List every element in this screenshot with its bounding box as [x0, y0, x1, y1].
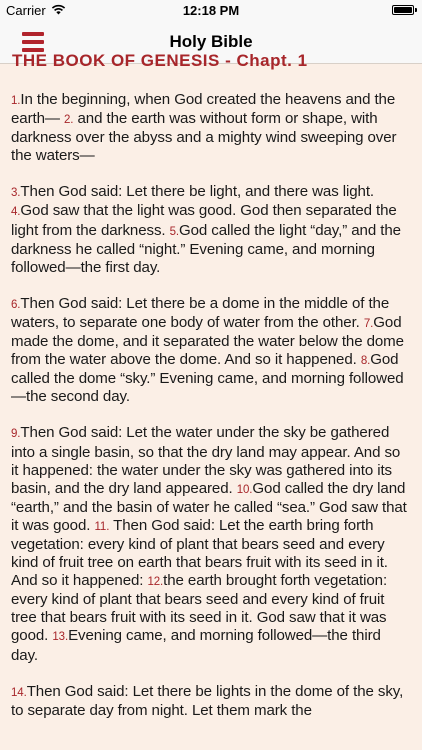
battery-tip: [415, 8, 417, 12]
verse-text: Evening came, and morning followed—the third day.: [11, 627, 381, 664]
verse-text: God saw that the light was good. God then separated the light from the darkness.: [11, 202, 397, 239]
verse-text: God called the light “day,” and the darkness he called “night.” Evening came, and morning followed—the first day.: [11, 221, 401, 276]
status-time: 12:18 PM: [182, 3, 240, 18]
verse-number: 7.: [363, 317, 374, 330]
battery-level: [394, 7, 412, 13]
verse-text: Then God said: Let there be lights in the dome of the sky, to separate day from night. Let them mark the: [11, 682, 404, 719]
verse-number: 4.: [11, 206, 21, 219]
verse-text: God called the dome “sky.” Evening came, and morning followed—the second day.: [11, 351, 404, 406]
verse-text: God called the dry land “earth,” and the basin of water he called “sea.” God saw that it was good.: [11, 479, 407, 534]
verse-number: 14.: [11, 686, 27, 699]
verse-number: 11.: [94, 520, 110, 533]
verse-text: the earth brought forth vegetation: every kind of plant that bears seed and every kind of fruit tree that bears fruit with its seed in it. God saw that it was good.: [11, 572, 388, 645]
verse-number: 13.: [52, 631, 69, 644]
status-bar: [0, 0, 422, 20]
verse-number: 2.: [64, 114, 74, 127]
verse-text: Then God said: Let there be a dome in the middle of the waters, to separate one body of water from the other.: [11, 294, 390, 331]
verse-paragraph: [11, 91, 411, 165]
verse-number: 8.: [360, 355, 371, 368]
verse-paragraph: [11, 183, 411, 276]
verse-paragraphs: [11, 91, 411, 738]
book-heading: THE BOOK OF GENESIS - Chapt. 1: [12, 51, 308, 70]
verse-paragraph: [11, 295, 411, 407]
verse-paragraph: [11, 424, 411, 664]
carrier-label: Carrier: [6, 3, 46, 18]
verse-text: Then God said: Let there be light, and there was light.: [20, 183, 375, 201]
verse-text: In the beginning, when God created the heavens and the earth—: [11, 91, 396, 128]
verse-paragraph: [11, 683, 411, 720]
chapter-content[interactable]: [0, 51, 422, 750]
verse-number: 3.: [11, 187, 21, 200]
nav-title: Holy Bible: [169, 32, 253, 51]
verse-number: 10.: [236, 483, 253, 496]
verse-number: 9.: [11, 428, 21, 441]
verse-number: 5.: [169, 225, 179, 238]
battery-icon: [392, 5, 414, 15]
verse-number: 6.: [11, 298, 21, 311]
verse-text: God made the dome, and it separated the water below the dome from the water above the dome. And so it happened.: [11, 313, 404, 369]
verse-text: and the earth was without form or shape, with darkness over the abyss and a mighty wind sweeping over the waters—: [11, 110, 397, 165]
verse-number: 1.: [11, 95, 21, 107]
verse-number: 12.: [147, 576, 164, 589]
verse-text: Then God said: Let the water under the sky be gathered into a single basin, so that the dry land may appear. And so it happened: the water under the sky was gathered into its basin, and the dry land appeared.: [11, 424, 401, 497]
verse-text: Then God said: Let the earth bring forth vegetation: every kind of plant that bears seed and every kind of fruit tree on earth that bears fruit with its seed in it. And so it happened:: [11, 516, 388, 590]
